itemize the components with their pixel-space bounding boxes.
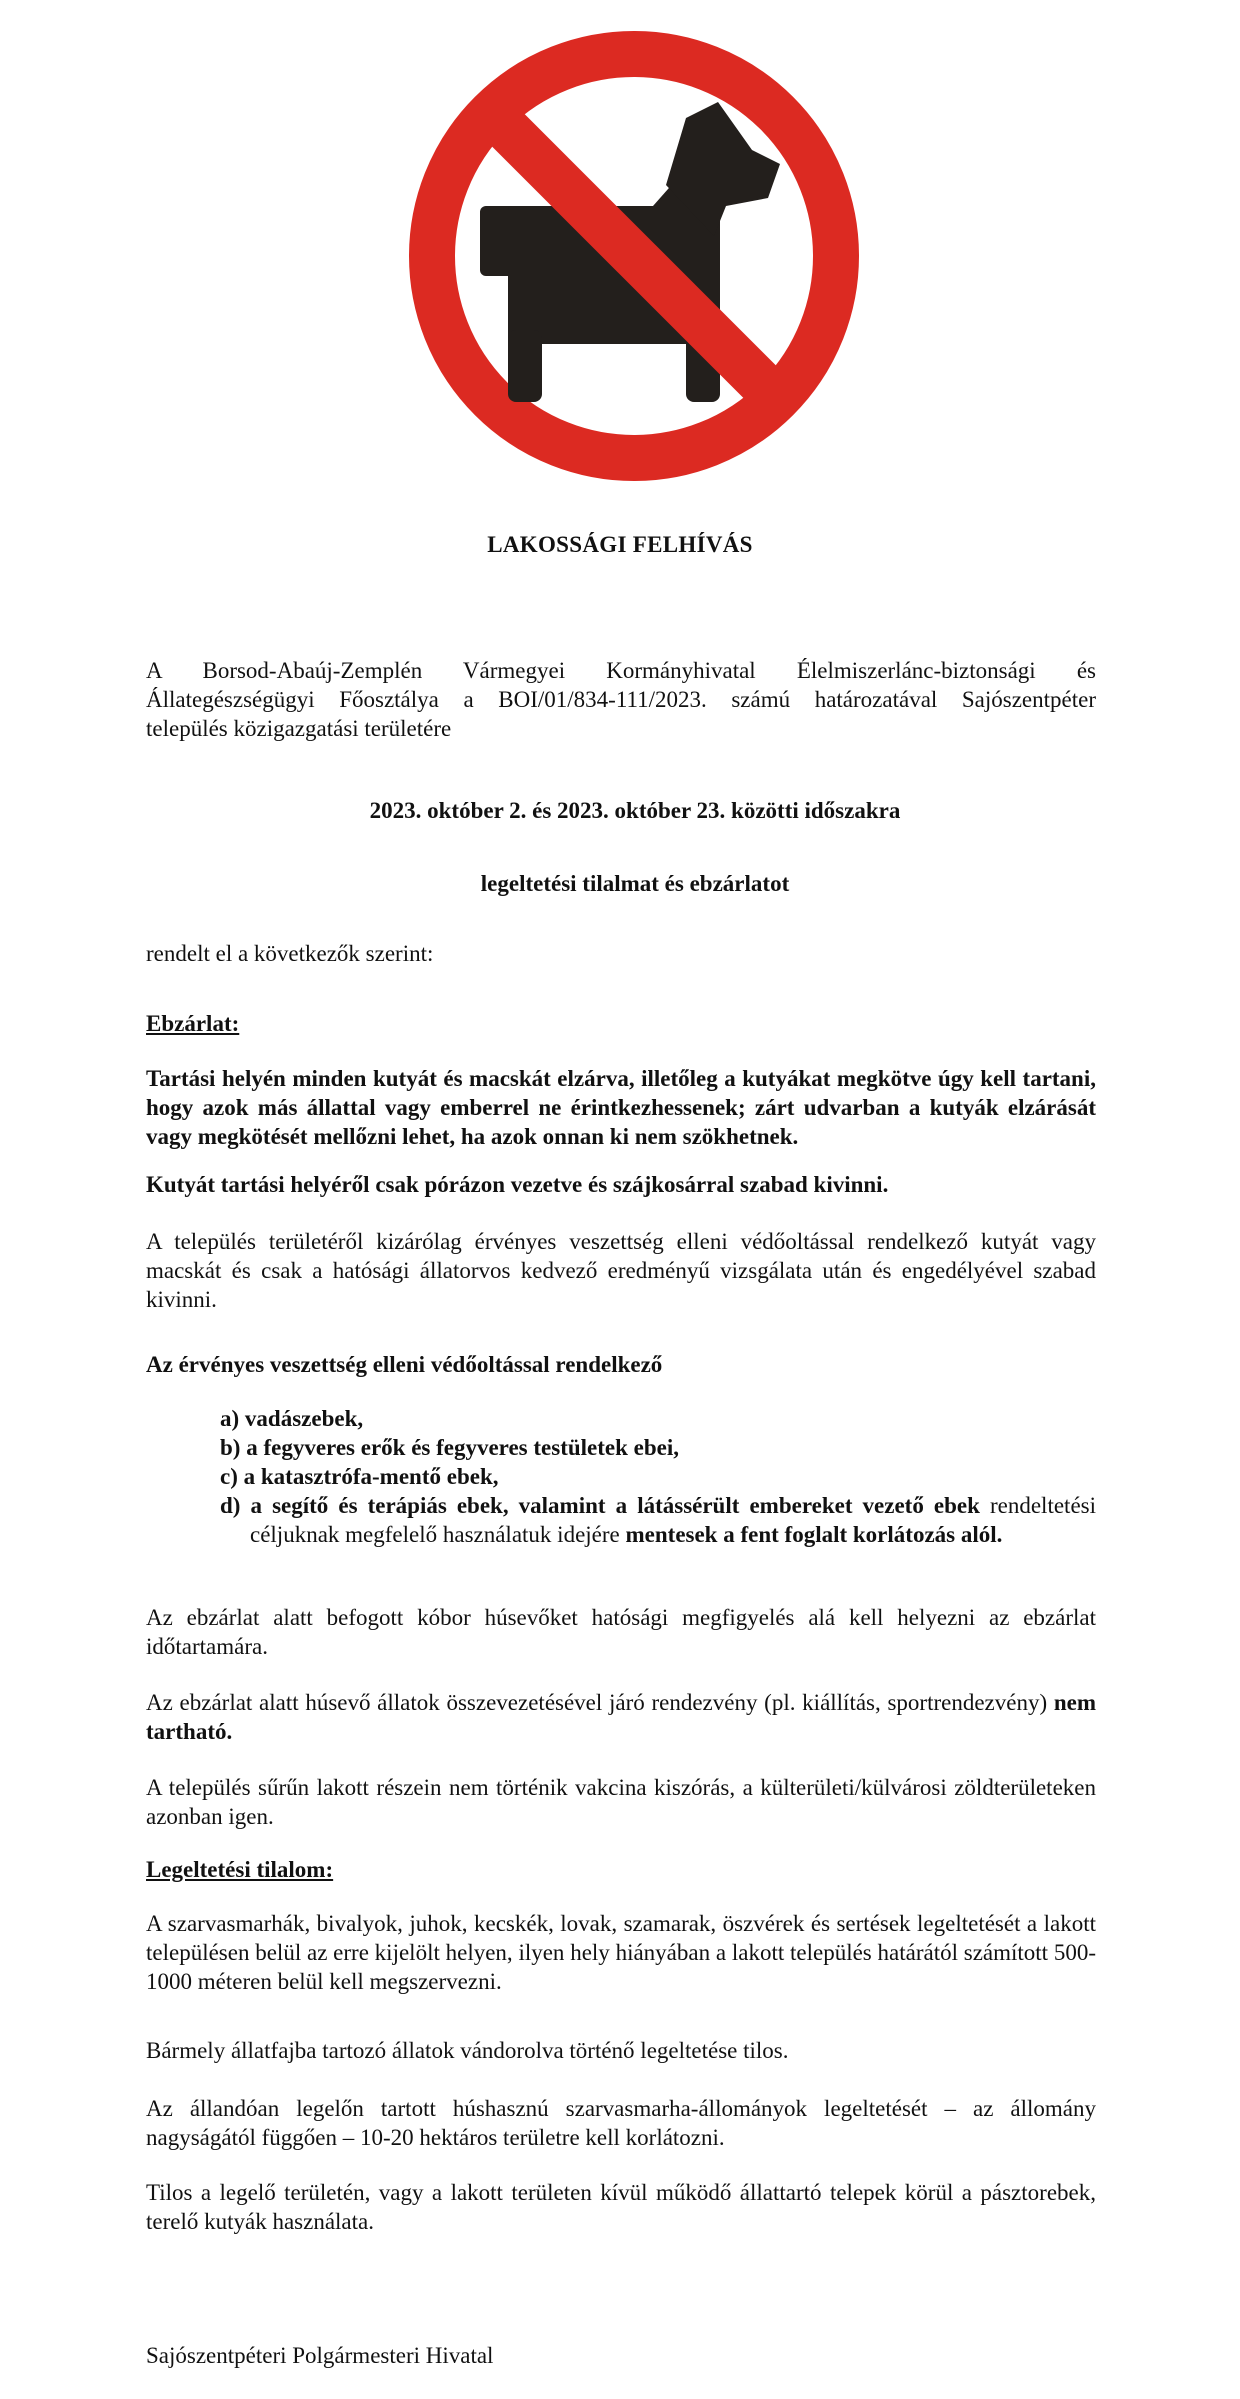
legeltetes-paragraph: Az állandóan legelőn tartott húshasznú szarvasmarha-állományok legeltetését – az állomány nagyságától függően – 10-20 hektáros területre kell korlátozni.	[146, 2096, 1096, 2150]
list-item-text: mentesek a fent foglalt korlátozás alól.	[625, 1522, 1003, 1547]
list-item-text: rendeltetési céljuknak megfelelő használatuk idejére	[250, 1493, 1096, 1547]
legeltetes-heading: Legeltetési tilalom:	[146, 1857, 334, 1882]
ordered-text: rendelt el a következők szerint:	[146, 941, 434, 966]
ebzarlat-paragraph: A település területéről kizárólag érvényes veszettség elleni védőoltással rendelkező kutyát vagy macskát és csak a hatósági állatorvos kedvező eredményű vizsgálata után és engedélyével szabad kivinni.	[146, 1229, 1096, 1312]
exemption-list	[220, 1404, 1096, 1549]
list-item: a) vadászebek,	[220, 1406, 364, 1431]
legeltetes-paragraph: A szarvasmarhák, bivalyok, juhok, kecskék, lovak, szamarak, öszvérek és sertések legeltetését a lakott településen belül az erre kijelölt helyen, ilyen hely hiányában a lakott település határától számított 500-1000 méteren belül kell megszervezni.	[146, 1911, 1096, 1994]
ebzarlat-paragraph: Tartási helyén minden kutyát és macskát elzárva, illetőleg a kutyákat megkötve úgy kell tartani, hogy azok más állattal vagy emberrel ne érintkezhessenek; zárt udvarban a kutyák elzárását vagy megkötését mellőzni lehet, ha azok onnan ki nem szökhetnek.	[146, 1066, 1096, 1149]
measures-heading: legeltetési tilalmat és ebzárlatot	[480, 871, 790, 896]
list-item: b) a fegyveres erők és fegyveres testületek ebei,	[220, 1435, 680, 1460]
paragraph-text: nem tartható.	[146, 1690, 1097, 1744]
intro-line: település közigazgatási területére	[146, 716, 452, 741]
ebzarlat-heading: Ebzárlat:	[146, 1011, 240, 1036]
list-item	[220, 1491, 1096, 1549]
ebzarlat-paragraph: Az ebzárlat alatt befogott kóbor húsevőket hatósági megfigyelés alá kell helyezni az ebzárlat időtartamára.	[146, 1605, 1096, 1659]
legeltetes-paragraph: Bármely állatfajba tartozó állatok vándorolva történő legeltetése tilos.	[146, 2038, 789, 2063]
ebzarlat-paragraph: Kutyát tartási helyéről csak pórázon vezetve és szájkosárral szabad kivinni.	[146, 1172, 889, 1197]
ebzarlat-paragraph: A település sűrűn lakott részein nem történik vakcina kiszórás, a külterületi/külvárosi zöldterületeken azonban igen.	[146, 1775, 1096, 1829]
no-dogs-icon	[408, 30, 860, 482]
list-item-text: d) a segítő és terápiás ebek, valamint a látássérült embereket vezető ebek	[220, 1493, 980, 1518]
legeltetes-paragraph: Tilos a legelő területén, vagy a lakott területen kívül működő állattartó telepek körül a pásztorebek, terelő kutyák használata.	[146, 2180, 1096, 2234]
intro-paragraph	[146, 656, 1096, 743]
ebzarlat-paragraph	[146, 1688, 1096, 1746]
footer-signature: Sajószentpéteri Polgármesteri Hivatal	[146, 2343, 494, 2368]
page-title: LAKOSSÁGI FELHÍVÁS	[487, 532, 753, 557]
intro-line: Állategészségügyi Főosztálya a BOI/01/834-111/2023. számú határozatával Sajószentpéter	[146, 687, 1096, 712]
period-heading: 2023. október 2. és 2023. október 23. közötti időszakra	[369, 798, 901, 823]
list-item: c) a katasztrófa-mentő ebek,	[220, 1464, 499, 1489]
exemption-intro: Az érvényes veszettség elleni védőoltással rendelkező	[146, 1352, 663, 1377]
intro-line: A Borsod-Abaúj-Zemplén Vármegyei Kormányhivatal Élelmiszerlánc-biztonsági és	[146, 658, 1096, 683]
paragraph-text: Az ebzárlat alatt húsevő állatok összevezetésével járó rendezvény (pl. kiállítás, sportrendezvény)	[146, 1690, 1048, 1715]
